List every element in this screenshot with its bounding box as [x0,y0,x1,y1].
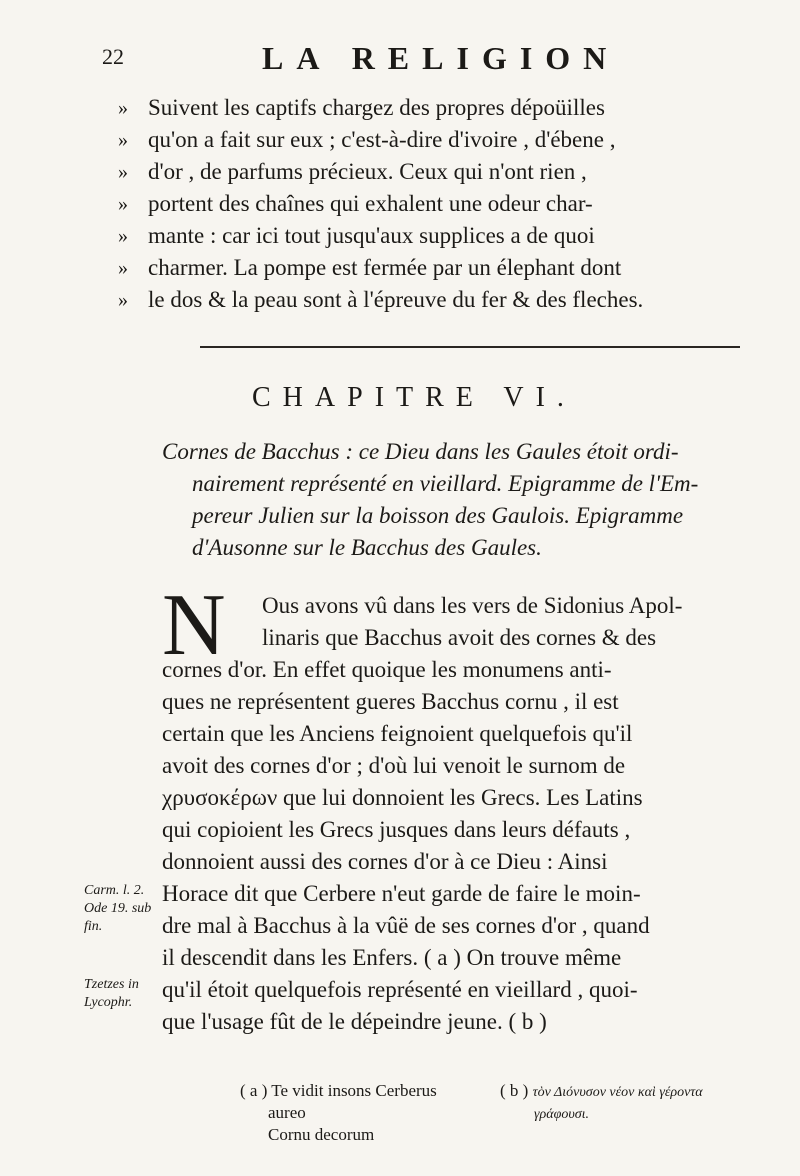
footnote-a: ( a ) Te vidit insons Cerberus aureo Cornu decorum [240,1081,437,1144]
body-text [162,577,752,1038]
summary-line: pereur Julien sur la boisson des Gaulois. Epigramme [192,503,684,528]
body-line: il descendit dans les Enfers. ( a ) On trouve même [162,945,622,970]
summary-line: d'Ausonne sur le Bacchus des Gaules. [192,535,542,560]
summary-line: Cornes de Bacchus : ce Dieu dans les Gaules étoit ordi- [162,439,679,464]
body-line: Horace dit que Cerbere n'eut garde de faire le moin- [162,881,641,906]
running-title: LA RELIGION [262,40,620,76]
body-line: Ous avons vû dans les vers de Sidonius Apol- [262,593,683,618]
margin-note-tzetzes: Tzetzes in Lycophr. [84,977,139,1010]
quote-line: » charmer. La pompe est fermée par un élephant dont [118,255,622,280]
quote-line: » mante : car ici tout jusqu'aux supplices a de quoi [118,223,595,248]
section-divider [200,346,740,348]
body-line: qui copioient les Grecs jusques dans leurs défauts , [162,817,631,842]
body-line: qu'il étoit quelquefois représenté en vieillard , quoi- [162,977,638,1002]
chapter-summary [162,436,752,564]
quoted-passage [118,92,738,316]
body-line: cornes d'or. En effet quoique les monumens anti- [162,657,612,682]
quote-line: » d'or , de parfums précieux. Ceux qui n'ont rien , [118,159,587,184]
body-line: donnoient aussi des cornes d'or à ce Dieu : Ainsi [162,849,608,874]
body-line: avoit des cornes d'or ; d'où lui venoit le surnom de [162,753,626,778]
quote-line: » qu'on a fait sur eux ; c'est-à-dire d'ivoire , d'ébene , [118,127,616,152]
body-line: dre mal à Bacchus à la vûë de ses cornes d'or , quand [162,913,650,938]
body-line: linaris que Bacchus avoit des cornes & des [262,625,657,650]
page-number: 22 [102,44,124,69]
running-header [0,40,800,80]
margin-note-horace: Carm. l. 2. Ode 19. sub fin. [84,883,152,934]
body-line: que l'usage fût de le dépeindre jeune. ( b ) [162,1009,547,1034]
body-line: ques ne représentent gueres Bacchus cornu , il est [162,689,619,714]
summary-line: nairement représenté en vieillard. Epigramme de l'Em- [192,471,699,496]
quote-line: » le dos & la peau sont à l'épreuve du fer & des fleches. [118,287,644,312]
quote-line: » portent des chaînes qui exhalent une odeur char- [118,191,593,216]
drop-cap: N [162,577,226,674]
footnote-b: ( b ) τὸν Διόνυσον νέον καὶ γέροντα γράφουσι. [500,1081,703,1122]
chapter-title: CHAPITRE VI. [252,382,576,413]
body-line: χρυσοκέρων que lui donnoient les Grecs. Les Latins [162,785,643,810]
quote-line: » Suivent les captifs chargez des propres dépoüilles [118,95,605,120]
body-line: certain que les Anciens feignoient quelquefois qu'il [162,721,633,746]
